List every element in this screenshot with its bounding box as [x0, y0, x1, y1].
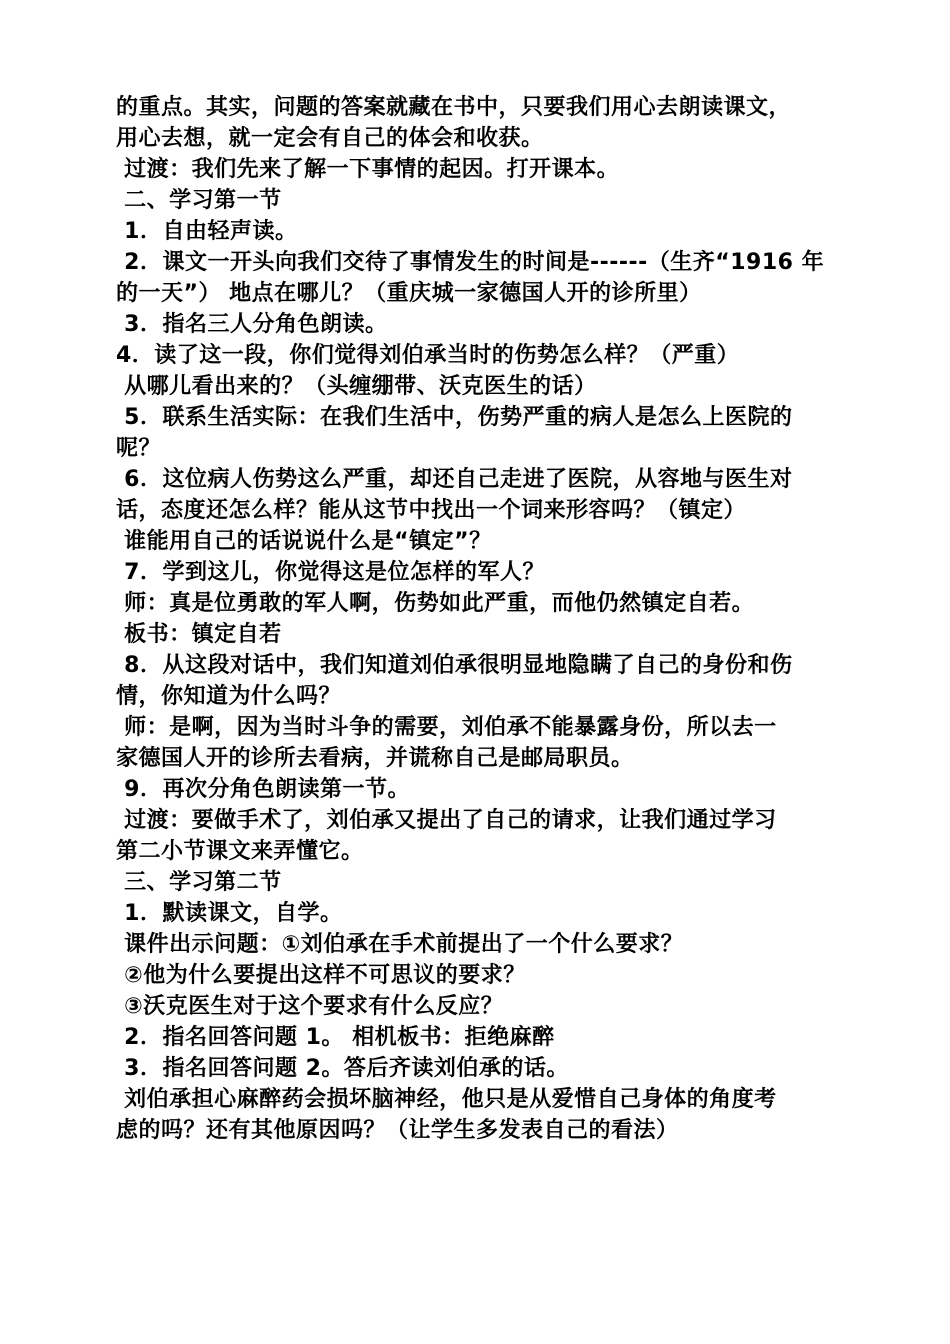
text-line: 第二小节课文来弄懂它。	[116, 839, 364, 864]
text-line: 3．指名三人分角色朗读。	[116, 312, 388, 337]
text-line: 话，态度还怎么样？能从这节中找出一个词来形容吗？（镇定）	[116, 498, 747, 523]
text-line: 从哪儿看出来的？（头缠绷带、沃克医生的话）	[116, 374, 597, 399]
text-line: 虑的吗？还有其他原因吗？（让学生多发表自己的看法）	[116, 1118, 679, 1143]
text-line: 师：是啊，因为当时斗争的需要，刘伯承不能暴露身份，所以去一	[116, 715, 777, 740]
text-line: 课件出示问题：①刘伯承在手术前提出了一个什么要求？	[116, 932, 684, 957]
text-line: 8．从这段对话中，我们知道刘伯承很明显地隐瞒了自己的身份和伤	[116, 653, 793, 678]
text-line: 4．读了这一段，你们觉得刘伯承当时的伤势怎么样？（严重）	[116, 343, 740, 368]
text-line: 呢？	[116, 436, 162, 461]
text-line: 谁能用自己的话说说什么是“镇定”？	[116, 529, 492, 554]
text-line: 5．联系生活实际：在我们生活中，伤势严重的病人是怎么上医院的	[116, 405, 793, 430]
text-line: 用心去想，就一定会有自己的体会和收获。	[116, 126, 544, 151]
text-line: 师：真是位勇敢的军人啊，伤势如此严重，而他仍然镇定自若。	[116, 591, 755, 616]
text-line: 3．指名回答问题 2。答后齐读刘伯承的话。	[116, 1056, 569, 1081]
text-line: 过渡：我们先来了解一下事情的起因。打开课本。	[116, 157, 620, 182]
text-line: 情，你知道为什么吗？	[116, 684, 342, 709]
document-body	[116, 92, 836, 1146]
text-line: 板书：镇定自若	[116, 622, 282, 647]
section-heading: 二、学习第一节	[116, 188, 282, 213]
text-line: ②他为什么要提出这样不可思议的要求？	[116, 963, 526, 988]
text-line: 2．课文一开头向我们交待了事情发生的时间是------（生齐“1916 年	[116, 250, 825, 275]
text-line: 刘伯承担心麻醉药会损坏脑神经，他只是从爱惜自己身体的角度考	[116, 1087, 777, 1112]
text-line: 7．学到这儿，你觉得这是位怎样的军人？	[116, 560, 545, 585]
text-line: 6．这位病人伤势这么严重，却还自己走进了医院，从容地与医生对	[116, 467, 793, 492]
text-line: 1．默读课文，自学。	[116, 901, 343, 926]
text-line: 的一天”） 地点在哪儿？（重庆城一家德国人开的诊所里）	[116, 281, 702, 306]
text-line: ③沃克医生对于这个要求有什么反应？	[116, 994, 504, 1019]
text-line: 9．再次分角色朗读第一节。	[116, 777, 410, 802]
text-line: 1．自由轻声读。	[116, 219, 298, 244]
text-line: 家德国人开的诊所去看病，并谎称自己是邮局职员。	[116, 746, 634, 771]
text-line: 2．指名回答问题 1。 相机板书：拒绝麻醉	[116, 1025, 555, 1050]
text-line: 过渡：要做手术了，刘伯承又提出了自己的请求，让我们通过学习	[116, 808, 777, 833]
section-heading: 三、学习第二节	[116, 870, 282, 895]
text-line: 的重点。其实，问题的答案就藏在书中，只要我们用心去朗读课文，	[116, 95, 792, 120]
